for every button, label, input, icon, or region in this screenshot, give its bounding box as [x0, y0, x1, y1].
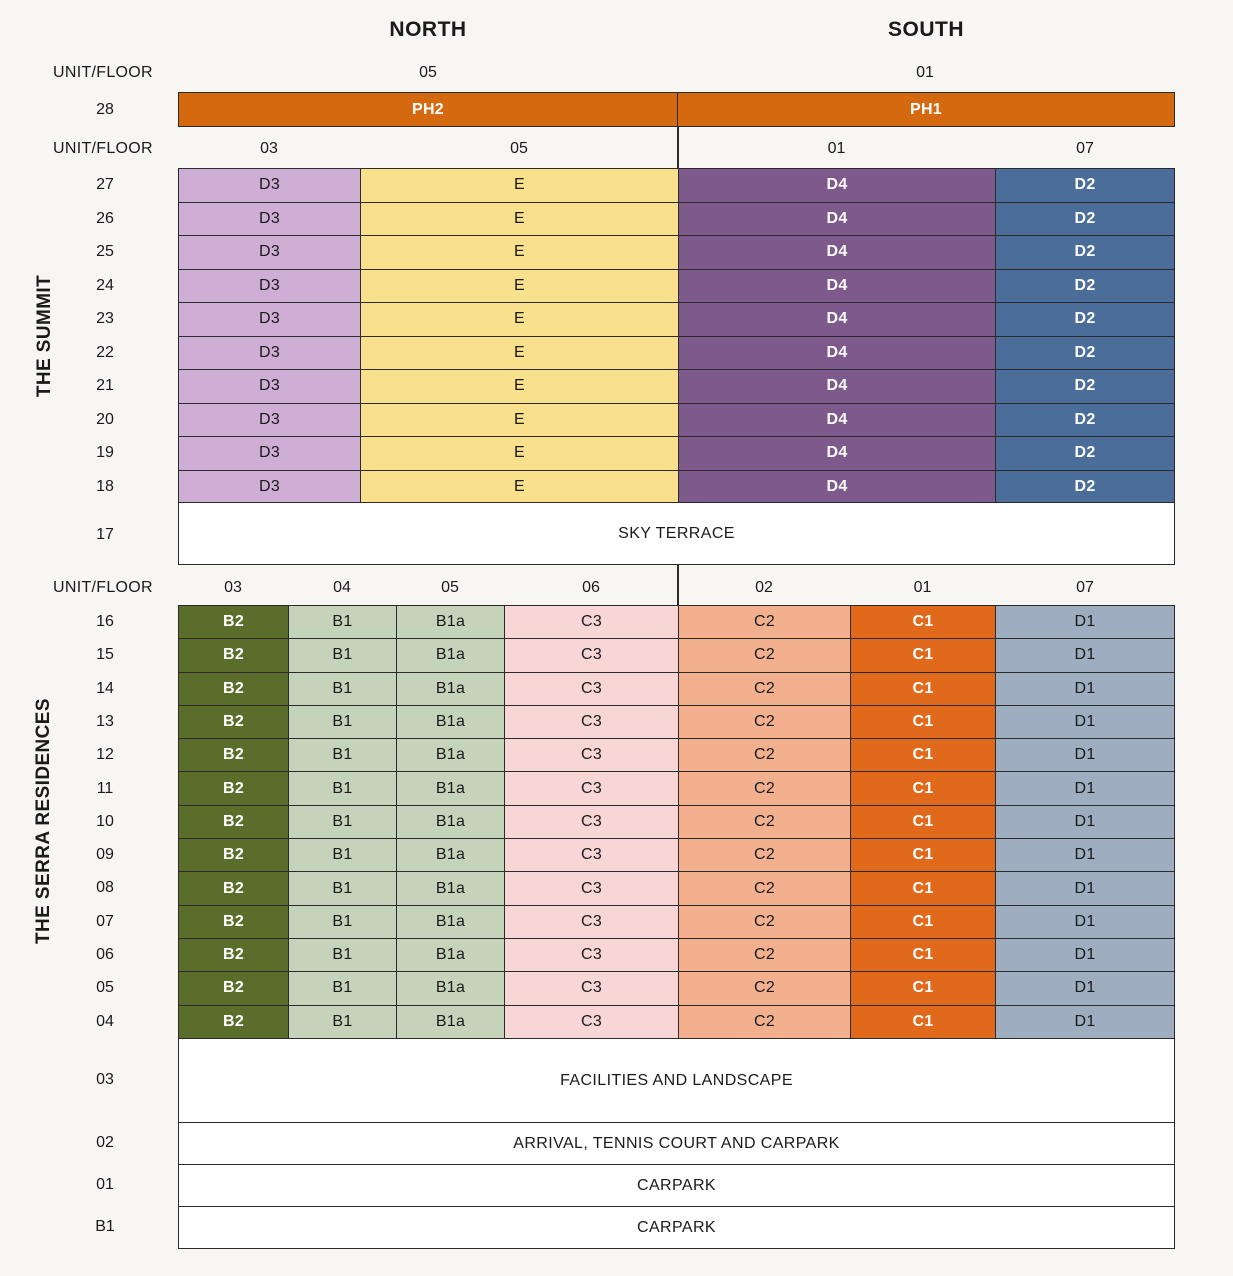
floor-label: 10: [96, 812, 114, 830]
unit-cell: C2: [679, 839, 851, 871]
floor-label: 06: [96, 946, 114, 963]
floor-label: 12: [96, 746, 114, 764]
south-header: SOUTH: [888, 18, 964, 41]
unit-cell: C1: [851, 739, 996, 771]
floor-label: 28: [96, 101, 114, 118]
unit-cell: C3: [505, 806, 679, 838]
floor-label: 22: [96, 343, 114, 361]
section-label-summit: THE SUMMIT: [34, 274, 55, 398]
summit-floor-row: [179, 203, 1174, 237]
unit-cell: E: [361, 437, 679, 470]
floor-label: 09: [96, 846, 114, 864]
unit-cell: B1a: [397, 639, 505, 671]
unit-cell: D4: [679, 236, 996, 269]
serra-floor-row: [179, 706, 1174, 739]
serra-floor-row: [179, 972, 1174, 1005]
unit-cell: E: [361, 236, 679, 269]
north-header: NORTH: [389, 18, 467, 41]
unit-cell: D3: [179, 404, 361, 437]
unit-cell: C2: [679, 706, 851, 738]
unit-cell: B2: [179, 1006, 289, 1039]
floor-label: 26: [96, 209, 114, 227]
floor-label: 20: [96, 410, 114, 428]
unit-cell: C1: [851, 706, 996, 738]
summit-floor-row: [179, 471, 1174, 505]
unit-cell: D2: [996, 270, 1174, 303]
unit-cell: E: [361, 203, 679, 236]
unit-cell: B1: [289, 806, 397, 838]
unit-cell: B1a: [397, 939, 505, 971]
unit-cell: D4: [679, 437, 996, 470]
summit-unit-number: 01: [827, 140, 846, 157]
unit-cell: C1: [851, 839, 996, 871]
unit-cell: B1: [289, 639, 397, 671]
floor-label: 27: [96, 176, 114, 193]
unit-cell: D3: [179, 471, 361, 505]
serra-unit-number: 07: [1076, 579, 1094, 596]
serra-unit-number: 04: [333, 579, 351, 596]
unit-cell: C3: [505, 673, 679, 705]
unit-cell: D2: [996, 437, 1174, 470]
unit-cell: C3: [505, 1006, 679, 1039]
floor-label: 04: [96, 1012, 114, 1030]
unit-cell: D2: [996, 471, 1174, 505]
unit-cell: C3: [505, 972, 679, 1004]
unit-cell: D4: [679, 303, 996, 336]
unit-cell: C1: [851, 972, 996, 1004]
serra-unit-number: 01: [913, 579, 932, 596]
floor-label: B1: [95, 1217, 115, 1235]
summit-floor-row: [179, 303, 1174, 337]
unit-cell: D1: [996, 839, 1174, 871]
floor-label: 19: [96, 444, 114, 461]
unit-cell: D1: [996, 673, 1174, 705]
unit-cell: B1a: [397, 606, 505, 638]
floor-label: 08: [96, 879, 114, 897]
unit-cell: C3: [505, 639, 679, 671]
sky-terrace-band: SKY TERRACE: [178, 502, 1175, 565]
unit-cell-ph2: PH2: [179, 93, 678, 126]
unit-cell: B1: [289, 739, 397, 771]
unit-cell: D3: [179, 303, 361, 336]
floor-label: 02: [96, 1134, 114, 1151]
unit-cell: C2: [679, 673, 851, 705]
unit-cell: B2: [179, 839, 289, 871]
unit-cell: D1: [996, 739, 1174, 771]
floor-label: 11: [96, 779, 114, 797]
unit-cell: E: [361, 370, 679, 403]
serra-floor-row: [179, 872, 1174, 905]
unit-cell: C3: [505, 906, 679, 938]
unit-cell: C2: [679, 972, 851, 1004]
unit-cell: B1: [289, 839, 397, 871]
serra-unit-number: 06: [582, 579, 600, 596]
unit-cell: B1: [289, 1006, 397, 1039]
unit-cell: D4: [679, 471, 996, 505]
unit-cell: D1: [996, 972, 1174, 1004]
unit-cell: B1: [289, 606, 397, 638]
unit-cell: B1: [289, 906, 397, 938]
summit-floor-row: [179, 404, 1174, 438]
summit-floor-row: [179, 270, 1174, 304]
summit-floor-row: [179, 437, 1174, 471]
unit-cell: E: [361, 303, 679, 336]
unit-cell: E: [361, 404, 679, 437]
summit-floor-row: [179, 337, 1174, 371]
unit-cell: C2: [679, 739, 851, 771]
floor-label: 21: [96, 377, 114, 394]
unit-cell: D3: [179, 203, 361, 236]
level-band: CARPARK: [178, 1164, 1175, 1208]
unit-cell: D3: [179, 236, 361, 269]
level-band: CARPARK: [178, 1206, 1175, 1249]
serra-unit-number: 05: [441, 579, 459, 596]
unit-cell: D1: [996, 639, 1174, 671]
floor-label: 23: [96, 310, 114, 327]
unit-cell: D1: [996, 706, 1174, 738]
unit-cell: B1: [289, 772, 397, 804]
unit-cell: D1: [996, 606, 1174, 638]
serra-grid: [178, 605, 1175, 1040]
unit-cell: D2: [996, 303, 1174, 336]
unit-cell: D2: [996, 236, 1174, 269]
unit-cell: B1: [289, 972, 397, 1004]
summit-unit-number: 03: [260, 140, 278, 157]
unit-cell: E: [361, 337, 679, 370]
unit-cell: D1: [996, 872, 1174, 904]
floor-label: 16: [96, 613, 114, 630]
serra-unit-number: 03: [224, 579, 242, 596]
serra-floor-row: [179, 606, 1174, 639]
unit-cell: B1a: [397, 739, 505, 771]
unit-cell: B1: [289, 673, 397, 705]
serra-floor-row: [179, 639, 1174, 672]
unit-cell: B2: [179, 972, 289, 1004]
serra-floor-row: [179, 906, 1174, 939]
unit-cell: C2: [679, 606, 851, 638]
floor-label: 15: [96, 646, 114, 664]
unit-cell: B1a: [397, 906, 505, 938]
unit-cell: E: [361, 169, 679, 202]
unit-cell: D1: [996, 1006, 1174, 1039]
unit-cell: B2: [179, 906, 289, 938]
unit-cell: B2: [179, 606, 289, 638]
unit-cell: B1: [289, 939, 397, 971]
floor-label: 18: [96, 477, 114, 495]
unit-cell: B1a: [397, 673, 505, 705]
level-band: ARRIVAL, TENNIS COURT AND CARPARK: [178, 1122, 1175, 1166]
unit-cell: C3: [505, 872, 679, 904]
unit-cell: B1a: [397, 1006, 505, 1039]
unit-cell: D1: [996, 772, 1174, 804]
unit-floor-label: UNIT/FLOOR: [53, 64, 153, 81]
unit-cell: B1a: [397, 706, 505, 738]
unit-cell: B1a: [397, 839, 505, 871]
unit-cell: C2: [679, 639, 851, 671]
unit-cell: B1a: [397, 806, 505, 838]
unit-cell: C1: [851, 606, 996, 638]
unit-cell: D2: [996, 203, 1174, 236]
unit-cell: C1: [851, 772, 996, 804]
floor-label: 01: [96, 1176, 114, 1193]
floor-label: 17: [96, 526, 114, 543]
unit-cell: C3: [505, 706, 679, 738]
unit-cell: C2: [679, 939, 851, 971]
unit-cell: D3: [179, 437, 361, 470]
floor-label: 25: [96, 243, 114, 260]
unit-cell: B2: [179, 673, 289, 705]
unit-cell: D2: [996, 337, 1174, 370]
unit-cell: C3: [505, 606, 679, 638]
floor-label: 24: [96, 276, 114, 294]
floor-label: 05: [96, 979, 114, 997]
unit-cell: E: [361, 270, 679, 303]
unit-cell: B1a: [397, 772, 505, 804]
summit-floor-row: [179, 370, 1174, 404]
unit-cell: C1: [851, 1006, 996, 1039]
unit-cell: D2: [996, 404, 1174, 437]
unit-cell: B2: [179, 806, 289, 838]
unit-cell: C3: [505, 839, 679, 871]
serra-floor-row: [179, 1006, 1174, 1039]
unit-cell: D4: [679, 270, 996, 303]
floor-label: 14: [96, 679, 114, 697]
unit-cell: D4: [679, 404, 996, 437]
unit-cell: E: [361, 471, 679, 505]
unit-cell: D1: [996, 806, 1174, 838]
unit-cell: C2: [679, 872, 851, 904]
floor-label: 07: [96, 912, 114, 930]
unit-cell: D3: [179, 370, 361, 403]
level-band: FACILITIES AND LANDSCAPE: [178, 1038, 1175, 1124]
unit-cell: B2: [179, 706, 289, 738]
penthouse-row: [178, 92, 1175, 127]
unit-cell: D3: [179, 337, 361, 370]
unit-cell: D3: [179, 270, 361, 303]
penthouse-unit-number: 01: [916, 64, 934, 81]
unit-cell: C3: [505, 939, 679, 971]
unit-cell: C2: [679, 772, 851, 804]
unit-cell-ph1: PH1: [909, 100, 943, 118]
unit-cell: C1: [851, 906, 996, 938]
unit-cell: D2: [996, 370, 1174, 403]
serra-unit-number: 02: [755, 579, 773, 596]
penthouse-unit-number: 05: [419, 64, 437, 81]
unit-cell: C3: [505, 739, 679, 771]
summit-floor-row: [179, 169, 1174, 203]
unit-cell: C1: [851, 673, 996, 705]
unit-cell: B2: [179, 639, 289, 671]
unit-cell: C2: [679, 1006, 851, 1039]
serra-floor-row: [179, 739, 1174, 772]
unit-cell: B2: [179, 872, 289, 904]
unit-cell: C1: [851, 939, 996, 971]
unit-cell: C3: [505, 772, 679, 804]
unit-floor-label: UNIT/FLOOR: [53, 579, 153, 596]
unit-cell: D3: [179, 169, 361, 202]
unit-cell: B1: [289, 872, 397, 904]
unit-cell: B2: [179, 939, 289, 971]
summit-unit-number: 07: [1076, 140, 1094, 157]
serra-floor-row: [179, 839, 1174, 872]
unit-cell: D1: [996, 939, 1174, 971]
serra-floor-row: [179, 673, 1174, 706]
unit-floor-label: UNIT/FLOOR: [53, 140, 153, 157]
serra-floor-row: [179, 772, 1174, 805]
unit-cell: D1: [996, 906, 1174, 938]
unit-cell: C1: [851, 872, 996, 904]
unit-cell: D2: [996, 169, 1174, 202]
serra-floor-row: [179, 806, 1174, 839]
floor-label: 13: [96, 712, 114, 730]
summit-grid: [178, 168, 1175, 504]
unit-cell: C1: [851, 806, 996, 838]
floor-label: 03: [96, 1071, 114, 1088]
section-label-serra: THE SERRA RESIDENCES: [33, 698, 54, 944]
unit-cell: D4: [679, 169, 996, 202]
unit-cell: C2: [679, 806, 851, 838]
summit-unit-number: 05: [510, 140, 528, 157]
unit-cell: D4: [679, 337, 996, 370]
unit-cell: D4: [679, 203, 996, 236]
unit-cell: B1a: [397, 872, 505, 904]
serra-floor-row: [179, 939, 1174, 972]
summit-floor-row: [179, 236, 1174, 270]
unit-cell: C2: [679, 906, 851, 938]
unit-cell: B1a: [397, 972, 505, 1004]
unit-cell: C1: [851, 639, 996, 671]
unit-cell: D4: [679, 370, 996, 403]
unit-cell: B2: [179, 772, 289, 804]
unit-cell: B1: [289, 706, 397, 738]
unit-cell: B2: [179, 739, 289, 771]
